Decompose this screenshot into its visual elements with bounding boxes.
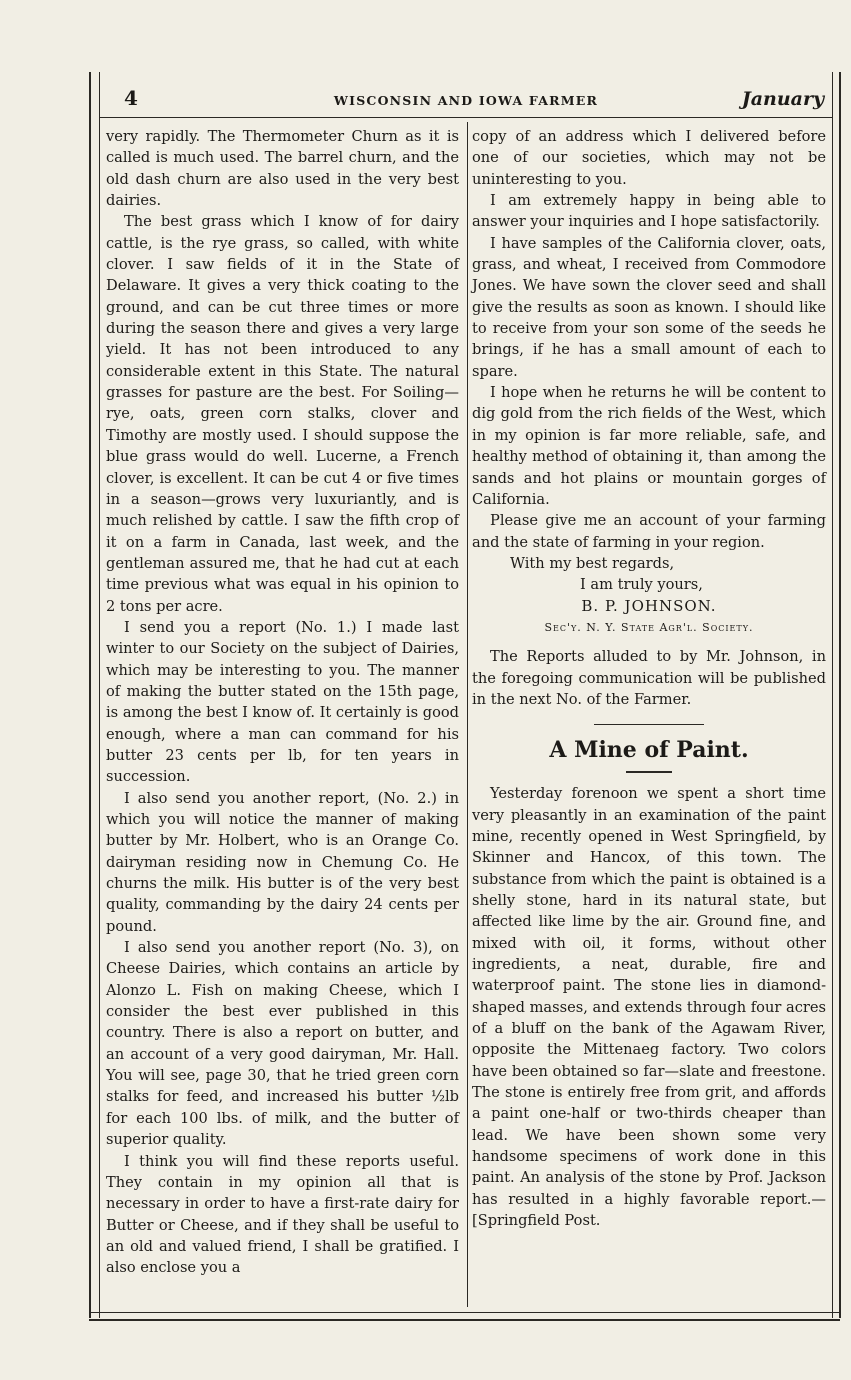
section-divider [594,724,704,725]
left-paragraph: very rapidly. The Thermometer Churn as it is called is much used. The barrel churn, and the old dash churn are also used in the very best dairies. [106,128,459,210]
left-paragraph: I think you will find these reports useful. They contain in my opinion all that is necessary in order to have a first-rate dairy for Butter or Cheese, and if they shall be useful to an old and valued friend, I shall be gratified. I also enclose you a [106,1152,459,1277]
left-paragraph: I also send you another report, (No. 2.) in which you will notice the manner of making butter by Mr. Holbert, who is an Orange Co. dairyman residing now in Chemung Co. He churns the milk. His butter is of the very best quality, commanding by the dairy 24 cents per pound. [106,789,459,935]
headline-rule [626,771,672,773]
left-column [106,126,459,1279]
right-paragraph: I hope when he returns he will be content to dig gold from the rich fields of the West, which in my opinion is far more reliable, safe, and healthy method of obtaining it, than among the sands and hot plains or mountain gorges of California. [472,384,826,508]
right-paragraph: copy of an address which I delivered before one of our societies, which may not be uninteresting to you. [472,128,826,188]
right-paragraph: I am extremely happy in being able to answer your inquiries and I hope satisfactorily. [472,192,826,231]
header-rule [100,117,832,118]
right-column [472,126,826,1232]
column-divider [467,122,468,1307]
page-border-right [832,72,841,1318]
letter-closing: With my best regards, [510,554,675,572]
article-body: Yesterday forenoon we spent a short time very pleasantly in an examination of the paint mine, recently opened in West Springfield, by Skinner and Hancox, of this town. The substance from which the paint is obtained is a shelly stone, hard in its natural state, but affected like lime by the air. Ground fine, and mixed with oil, it forms, without other ingredients, a neat, durable, fire and waterproof paint. The stone lies in diamond-shaped masses, and extends through four acres of a bluff on the bank of the Agawam River, opposite the Mittenaeg factory. Two colors have been obtained so far—slate and freestone. The stone is entirely free from grit, and affords a paint one-half or two-thirds cheaper than lead. We have been shown some very handsome specimens of work done in this paint. An analysis of the stone by Prof. Jackson has resulted in a highly favorable report.—[Springfield Post. [472,785,826,1230]
page-border-bottom [89,1312,840,1321]
page-header [104,84,828,114]
signature-title: Sec'y. N. Y. State Agr'l. Society. [544,620,754,634]
page-number: 4 [124,86,138,110]
letter-sign-off: I am truly yours, [580,576,703,594]
right-paragraph: I have samples of the California clover, oats, grass, and wheat, I received from Commodore Jones. We have sown the clover seed and shall give the results as soon as known. I should like to receive from your son some of the seeds he brings, if he has a small amount of each to spare. [472,234,826,380]
left-paragraph: I also send you another report (No. 3), on Cheese Dairies, which contains an article by Alonzo L. Fish on making Cheese, which I consider the best ever published in this country. There is also a report on butter, and an account of a very good dairyman, Mr. Hall. You will see, page 30, that he tried green corn stalks for feed, and increased his butter ½lb for each 100 lbs. of milk, and the butter of superior quality. [106,939,459,1149]
editor-note: The Reports alluded to by Mr. Johnson, in the foregoing communication will be published in the next No. of the Farmer. [472,648,826,708]
issue-month: January [741,88,824,110]
page-border-left [89,72,100,1318]
masthead-title: WISCONSIN AND IOWA FARMER [333,93,599,108]
right-paragraph: Please give me an account of your farming and the state of farming in your region. [472,512,826,551]
left-paragraph: I send you a report (No. 1.) I made last winter to our Society on the subject of Dairies, which may be interesting to you. The manner of making the butter stated on the 15th page, is among the best I know of. It certainly is good enough, where a man can command for his butter 23 cents per lb, for ten years in succession. [106,618,459,786]
left-paragraph: The best grass which I know of for dairy cattle, is the rye grass, so called, with white clover. I saw fields of it in the State of Delaware. It gives a very thick coating to the ground, and can be cut three times or more during the season there and gives a very large yield. It has not been introduced to any considerable extent in this State. The natural grasses for pasture are the best. For Soiling—rye, oats, green corn stalks, clover and Timothy are mostly used. I should suppose the blue grass would do well. Lucerne, a French clover, is excellent. It can be cut 4 or five times in a season—grows very luxuriantly, and is much relished by cattle. I saw the fifth crop of it on a farm in Canada, last week, and the gentleman assured me, that he had cut at each time previous what was equal in his opinion to 2 tons per acre. [106,213,459,615]
letter-signature: B. P. JOHNSON. [581,596,717,615]
article-headline: A Mine of Paint. [549,737,749,764]
